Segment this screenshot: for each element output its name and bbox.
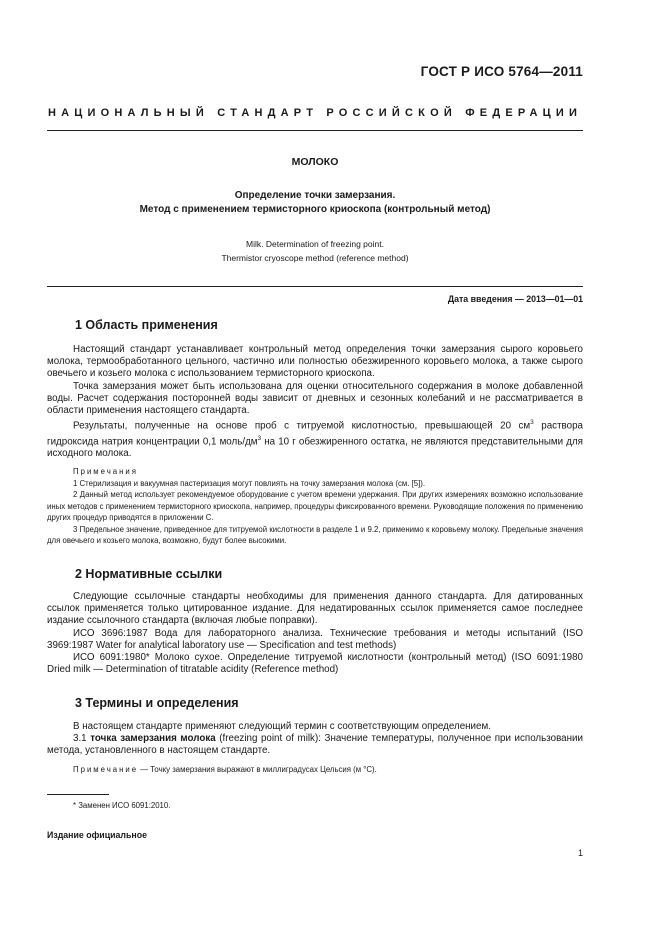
superscript: 3 (257, 434, 262, 442)
term-note (47, 764, 583, 776)
paragraph: В настоящем стандарте применяют следующий термин с соответствующим определением. (73, 721, 491, 732)
term-name: точка замерзания молока (90, 733, 216, 745)
footnote-divider (47, 794, 109, 795)
title-divider (47, 286, 583, 287)
gost-code: ГОСТ Р ИСО 5764—2011 (420, 64, 583, 79)
note-label: Примечание (73, 764, 139, 774)
note: 2 Данный метод использует рекомендуемое оборудование с учетом времени удержания. При других измерениях возможно использование иных методов с применением термисторного криоскопа, например, процедуры фиксированного времени. Руководящие положения по применению других процедур приводятся в приложении С. (47, 490, 583, 523)
term-definition (47, 733, 583, 757)
top-divider (47, 130, 583, 131)
section-1-heading: 1 Область применения (75, 318, 218, 332)
note: 1 Стерилизация и вакуумная пастеризация могут повлиять на точку замерзания молока (см. [5]). (73, 478, 425, 488)
text-run: раствора гидроксида натрия концентрации 0,1 моль/дм (47, 420, 583, 447)
section-2-heading: 2 Нормативные ссылки (75, 567, 223, 581)
english-title-line1: Milk. Determination of freezing point. (246, 239, 384, 249)
section-1-body (47, 344, 583, 547)
reference-item: ИСО 6091:1980* Молоко сухое. Определение титруемой кислотности (контрольный метод) (ISO 6091:1980 Dried milk — Determination of titratable acidity (Reference method) (47, 652, 583, 676)
text-run: на 10 г обезжиренного остатка, не являются представительными для исходного молока. (47, 435, 583, 460)
paragraph (47, 417, 583, 460)
footnote: * Заменен ИСО 6091:2010. (73, 801, 171, 810)
term-definition-text: (freezing point of milk): Значение температуры, полученное при использовании метода, установленного в настоящем стандарте. (47, 733, 583, 757)
notes-label: Примечания (73, 467, 139, 477)
document-subtitle-line2: Метод с применением термисторного криоскопа (контрольный метод) (139, 204, 491, 215)
superscript: 3 (530, 419, 534, 427)
paragraph: Настоящий стандарт устанавливает контрольный метод определения точки замерзания сырого коровьего молока, термообработанного цельного, частично или полностью обезжиренного коровьего молока, а также сырого овечьего и козьего молока с использованием термисторного криоскопа. (47, 344, 583, 380)
english-title-line2: Thermistor cryoscope method (reference method) (221, 253, 409, 263)
document-name: МОЛОКО (291, 156, 339, 168)
paragraph: Следующие ссылочные стандарты необходимы для применения данного стандарта. Для датированных ссылок применяется только цитированное издание. Для недатированных ссылок применяется самое последнее издание ссылочного стандарта (включая любые поправки). (47, 591, 583, 627)
section-3-heading: 3 Термины и определения (75, 696, 239, 710)
text-run: Результаты, полученные на основе проб с титруемой кислотностью, превышающей 20 см (73, 420, 531, 432)
edition-label: Издание официальное (47, 830, 147, 840)
reference-item: ИСО 3696:1987 Вода для лабораторного анализа. Технические требования и методы испытаний (ISO 3969:1987 Water for analytical laboratory use — Specification and test methods) (47, 627, 583, 651)
section-3-body (47, 721, 583, 775)
note-text: — Точку замерзания выражают в миллиградусах Цельсия (м °С). (138, 764, 377, 774)
introduction-date: Дата введения — 2013—01—01 (447, 294, 583, 304)
section-2-body (47, 591, 583, 676)
term-number: 3.1 (73, 733, 87, 745)
standard-title: НАЦИОНАЛЬНЫЙ СТАНДАРТ РОССИЙСКОЙ ФЕДЕРАЦИИ (47, 107, 583, 119)
paragraph: Точка замерзания может быть использована для оценки относительного содержания в молоке добавленной воды. Расчет содержания посторонней воды зависит от дневных и сезонных колебаний и не рассматривается в области применения настоящего стандарта. (47, 380, 583, 417)
document-subtitle-line1: Определение точки замерзания. (234, 190, 396, 201)
note: 3 Предельное значение, приведенное для титруемой кислотности в разделе 1 и 9.2, применимо к коровьему молоку. Предельные значения для овечьего и козьего молока, возможно, будут более высокими. (47, 524, 583, 546)
page-number: 1 (577, 848, 583, 858)
